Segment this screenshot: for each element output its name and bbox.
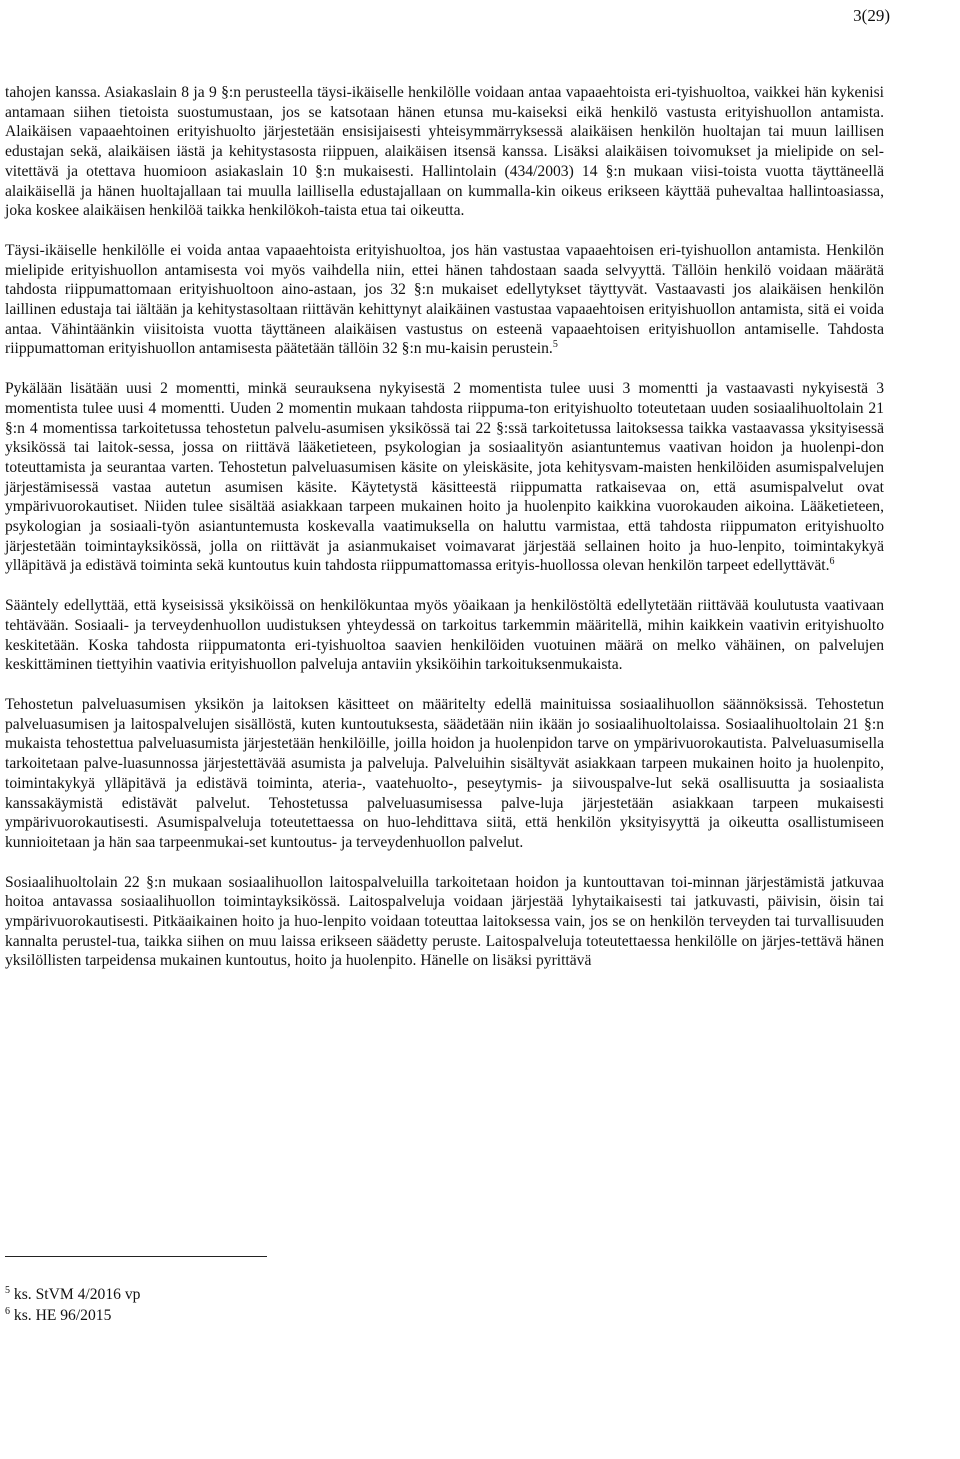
paragraph-4: Sääntely edellyttää, että kyseisissä yksiköissä on henkilökuntaa myös yöaikaan ja henkilöstöltä edellytetään riittävää koulutusta vaativaan tehtävään. Sosiaali- ja terveydenhuollon uudistuksen yhteydessä on tarkoitus tarkemmin määritellä, mihin kaikkein vaativin erityishuolto keskitetään. Koska tahdosta riippumatonta eri-tyishuoltoa saavien henkilöiden vuotuinen määrä on melko vähäinen, on palvelujen keskittäminen tiettyihin vaativia erityishuollon palveluja antaviin yksiköihin tarkoituksenmukaista. [5, 597, 884, 674]
paragraph-3: Pykälään lisätään uusi 2 momentti, minkä seurauksena nykyisestä 2 momentista tulee uusi 3 momentti ja vastaavasti nykyisestä 3 momentista tulee uusi 4 momentti. Uuden 2 momentin mukaan tahdosta riippuma-ton erityishuolto toteutetaan uuden sosiaalihuoltolain 21 §:n 4 momentissa tarkoitetussa tehostetun palvelu-asumisen yksikössä tai 22 §:ssä tarkoitetussa laitoksessa taikka vastaavassa yksityisessä yksikössä tai laitok-sessa, jossa on riittävä lääketieteen, psykologian ja sosiaalityön asiantuntemus vaativan hoidon ja huolenpi-don toteuttamista ja seurantaa varten. Tehostetun palveluasumisen käsite on yleiskäsite, jota kehitysvam-maisten henkilöiden asumispalvelujen järjestämisessä vastaa autetun asumisen käsite. Käytetystä käsitteestä riippumatta ratkaisevaa on, että asumispalvelut ovat ympärivuorokautiset. Niiden tulee sisältää asiakkaan tarpeen mukainen hoito ja huolenpito kaikkina vuorokauden aikoina. Lääketieteen, psykologian ja sosiaali-työn asiantuntemusta koskevalla vaatimuksella on haluttu varmistaa, että tahdosta riippumaton erityishuolto järjestetään toimintayksikössä, jolla on riittävät ja asianmukaiset voimavarat järjestää sellainen hoito ja huo-lenpito, toimintakykyä ylläpitävä ja edistävä toiminta sekä kuntoutus kuin tahdosta riippumattomassa erityis-huollossa olevan henkilön tarpeet edellyttävät.$^6$ [5, 380, 884, 575]
paragraph-1: tahojen kanssa. Asiakaslain 8 ja 9 §:n perusteella täysi-ikäiselle henkilölle voidaan antaa vapaaehtoista eri-tyishuoltoa, vaikkei hän kykenisi antamaan siihen tietoista suostumustaan, jos se katsotaan hänen etunsa mu-kaiseksi eikä henkilö vastusta erityishuollon antamista. Alaikäisen vapaaehtoinen erityishuolto järjestetään ensisijaisesti yhteisymmärryksessä alaikäisen henkilön huoltajan tai muun laillisen edustajan sekä, alaikäisen iästä ja kehitystasosta riippuen, alaikäisen itsensä kanssa. Lisäksi alaikäisen toivomukset ja mielipide on sel-vitettävä ja otettava huomioon asiakaslain 10 §:n mukaisesti. Hallintolain (434/2003) 14 §:n mukaan viisi-toista vuotta täyttäneellä alaikäisellä ja hänen huoltajallaan tai muulla laillisella edustajallaan on kummalla-kin oikeus erikseen käyttää puhevaltaa hallintoasiassa, joka koskee alaikäisen henkilöä taikka henkilökoh-taista etua tai oikeutta. [5, 84, 884, 220]
paragraph-6: Sosiaalihuoltolain 22 §:n mukaan sosiaalihuollon laitospalveluilla tarkoitetaan hoidon ja kuntouttavan toi-minnan järjestämistä jatkuvaa hoitoa antavassa sosiaalihuollon toimintayksikössä. Laitospalveluja voidaan järjestää lyhytaikaisesti tai jatkuvasti, päivisin, öisin tai ympärivuorokautisesti. Pitkäaikainen hoito ja huo-lenpito voidaan toteuttaa laitoksessa vain, jos se on henkilön terveyden tai turvallisuuden kannalta perustel-tua, taikka siihen on muu laissa erikseen säädetty peruste. Laitospalveluja toteutettaessa henkilölle on järjes-tettävä hänen yksilöllisten tarpeidensa mukainen kuntoutus, hoito ja huolenpito. Hänelle on lisäksi pyrittävä [5, 873, 884, 970]
document-body [5, 83, 884, 991]
footnote-text: ks. HE 96/2015 [13, 1307, 112, 1324]
footnote-divider [5, 1256, 267, 1257]
footnote-number: 5 [5, 1284, 10, 1296]
footnote-ref-6: 6 [829, 556, 835, 568]
footnote-6 [5, 1305, 505, 1326]
footnotes [5, 1284, 505, 1326]
paragraph-5: Tehostetun palveluasumisen yksikön ja laitoksen käsitteet on määritelty edellä mainituissa sosiaalihuollon säännöksissä. Tehostetun palveluasumisen ja laitospalvelujen sisällöstä, kuten kuntoutuksesta, säädetään niin ikään jo sosiaalihuoltolaissa. Sosiaalihuoltolain 21 §:n mukaista tehostettua palveluasumista järjestetään henkilöille, joilla hoidon ja huolenpidon tarve on ympärivuorokautista. Palveluasumisella tarkoitetaan palve-luasunnossa järjestettävää asumista ja palveluja. Palveluihin sisältyvät asiakkaan tarpeen mukainen hoito ja huolenpito, toimintakykyä ylläpitävä ja edistävä toiminta, ateria-, vaatehuolto-, peseytymis- ja siivouspalve-lut sekä osallisuutta ja sosiaalista kanssakäymistä edistävät palvelut. Tehostetussa palveluasumisessa palve-luja järjestetään asiakkaan tarpeen mukaisesti ympärivuorokautisesti. Asumispalveluja toteutettaessa on huo-lehdittava siitä, että henkilön yksityisyyttä ja oikeutta osallistumiseen kunnioitetaan ja hän saa tarpeenmukai-set kuntoutus- ja terveydenhuollon palvelut. [5, 695, 884, 851]
page-number: 3(29) [853, 6, 890, 25]
footnote-text: ks. StVM 4/2016 vp [13, 1286, 141, 1303]
footnote-5 [5, 1284, 505, 1305]
footnote-ref-5: 5 [552, 339, 558, 351]
paragraph-2: Täysi-ikäiselle henkilölle ei voida antaa vapaaehtoista erityishuoltoa, jos hän vastustaa vapaaehtoisen eri-tyishuollon antamista. Henkilön mielipide erityishuollon antamisesta voi myös vaihdella niin, ettei hänen tahdostaan saada selvyyttä. Tällöin henkilö voidaan määrätä tahdosta riippumattomaan erityishuoltoon aino-astaan, jos 32 §:n mukaiset edellytykset täyttyvät. Vastaavasti jos alaikäisen henkilön laillinen edustaja tai iältään ja kehitystasoltaan riittävän kehittynyt alaikäinen vastustaa vapaaehtoisen erityishuollon antamista, sitä ei voida antaa. Vähintäänkin viisitoista vuotta täyttäneen alaikäisen vastustus on esteenä vapaaehtoisen erityishuollon antamiselle. Tahdosta riippumattoman erityishuollon antamisesta päätetään tällöin 32 §:n mu-kaisin perustein.$^5$ [5, 241, 884, 358]
footnote-number: 6 [5, 1305, 10, 1317]
